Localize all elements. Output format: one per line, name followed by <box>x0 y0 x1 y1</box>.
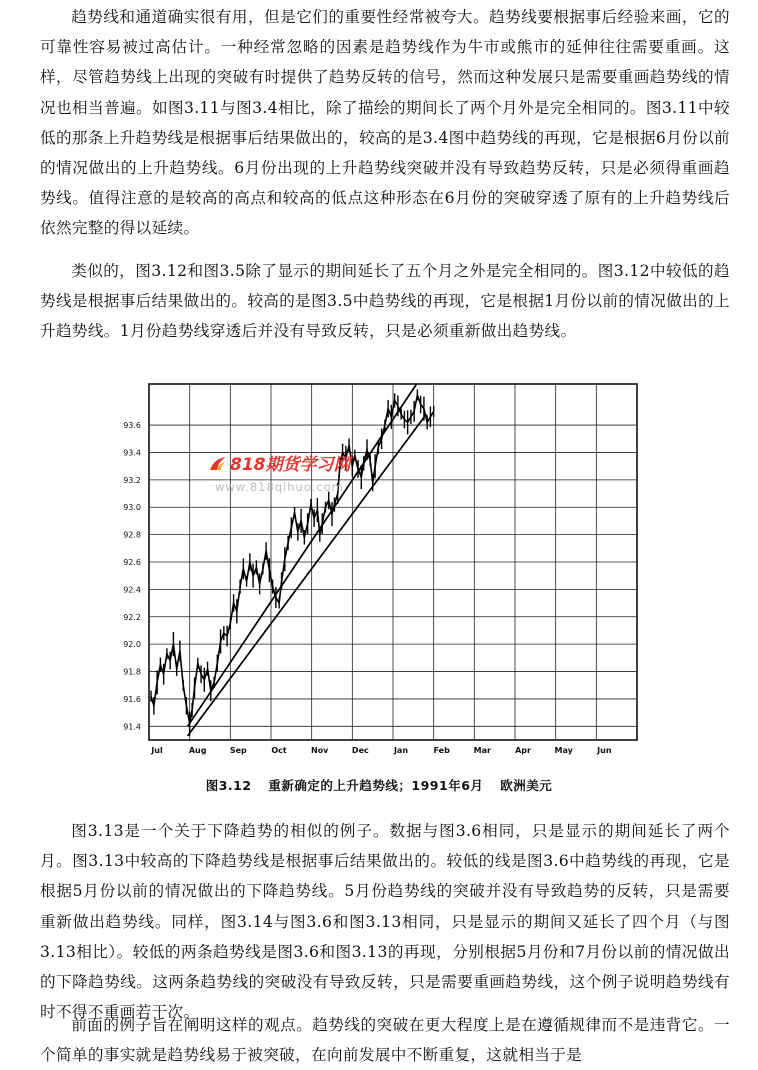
price-series <box>151 389 434 735</box>
watermark-name: 818期货学习网 <box>230 455 351 475</box>
chart-grid <box>149 384 637 740</box>
y-tick-label: 93.0 <box>123 503 141 513</box>
figure-subject: 欧洲美元 <box>500 778 553 793</box>
y-tick-label: 92.2 <box>123 612 141 622</box>
price-line <box>151 395 434 724</box>
x-tick-label: May <box>554 746 573 755</box>
x-axis-labels <box>150 746 612 755</box>
paragraph: 趋势线和通道确实很有用，但是它们的重要性经常被夸大。趋势线要根据事后经验来画，它的可靠性容易被过高估计。一种经常忽略的因素是趋势线作为牛市或熊市的延伸往往需要重画。这样，尽管趋势线上出现的突破有时提供了趋势反转的信号，然而这种发展只是需要重画趋势线的情况也相当普遍。如图3.11与图3.4相比，除了描绘的期间长了两个月外是完全相同的。图3.11中较低的那条上升趋势线是根据事后结果做出的，较高的是3.4图中趋势线的再现，它是根据6月份以前的情况做出的上升趋势线。6月份出现的上升趋势线突破并没有导致趋势反转，只是必须得重画趋势线。值得注意的是较高的高点和较高的低点这种形态在6月份的突破穿透了原有的上升趋势线后依然完整的得以延续。 <box>40 8 730 238</box>
y-tick-label: 92.0 <box>123 640 141 650</box>
paragraph: 类似的，图3.12和图3.5除了显示的期间延长了五个月之外是完全相同的。图3.12中较低的趋势线是根据事后结果做出的。较高的是图3.5中趋势线的再现，它是根据1月份以前的情况做出的上升趋势线。1月份趋势线穿透后并没有导致反转，只是必须重新做出趋势线。 <box>40 262 730 341</box>
x-tick-label: Mar <box>473 746 491 755</box>
x-tick-label: Dec <box>351 746 369 755</box>
y-tick-label: 91.6 <box>123 694 141 704</box>
x-tick-label: Jan <box>393 746 409 755</box>
watermark-url: www.818qihuo.com <box>215 480 344 494</box>
y-axis-labels <box>123 421 141 731</box>
y-tick-label: 93.6 <box>123 421 141 431</box>
y-tick-label: 91.8 <box>123 667 141 677</box>
x-tick-label: Aug <box>188 746 207 755</box>
figure-title: 重新确定的上升趋势线；1991年6月 <box>268 778 484 793</box>
x-tick-label: Feb <box>433 746 450 755</box>
trendline-chart <box>105 378 645 768</box>
figure-number: 图3.12 <box>205 778 252 793</box>
y-tick-label: 91.4 <box>123 722 141 732</box>
x-tick-label: Sep <box>229 746 247 755</box>
y-tick-label: 93.2 <box>123 475 141 485</box>
flame-icon <box>208 456 228 472</box>
x-tick-label: Jun <box>597 746 612 755</box>
paragraph: 前面的例子旨在阐明这样的观点。趋势线的突破在更大程度上是在遵循规律而不是违背它。一个简单的事实就是趋势线易于被突破，在向前发展中不断重复，这就相当于是 <box>40 1016 730 1065</box>
y-tick-label: 92.8 <box>123 530 141 540</box>
figure-caption <box>0 776 758 794</box>
x-tick-label: Apr <box>515 746 531 755</box>
x-tick-label: Jul <box>151 746 163 755</box>
trendline <box>188 384 417 726</box>
x-tick-label: Oct <box>271 746 287 755</box>
y-tick-label: 92.6 <box>123 558 141 567</box>
y-tick-label: 93.4 <box>123 448 141 458</box>
watermark-logo <box>208 450 351 475</box>
y-tick-label: 92.4 <box>123 585 141 595</box>
paragraph: 图3.13是一个关于下降趋势的相似的例子。数据与图3.6相同，只是显示的期间延长了两个月。图3.13中较高的下降趋势线是根据事后结果做出的。较低的线是图3.6中趋势线的再现，它是根据5月份以前的情况做出的下降趋势线。5月份趋势线的突破并没有导致趋势的反转，只是需要重新做出趋势线。同样，图3.14与图3.6和图3.13相同，只是显示的期间又延长了四个月（与图3.13相比）。较低的两条趋势线是图3.6和图3.13的再现，分别根据5月份和7月份以前的情况做出的下降趋势线。这两条趋势线的突破没有导致反转，只是需要重画趋势线，这个例子说明趋势线有时不得不重画若干次。 <box>40 822 730 1022</box>
trendlines <box>188 384 427 736</box>
x-tick-label: Nov <box>310 746 329 755</box>
